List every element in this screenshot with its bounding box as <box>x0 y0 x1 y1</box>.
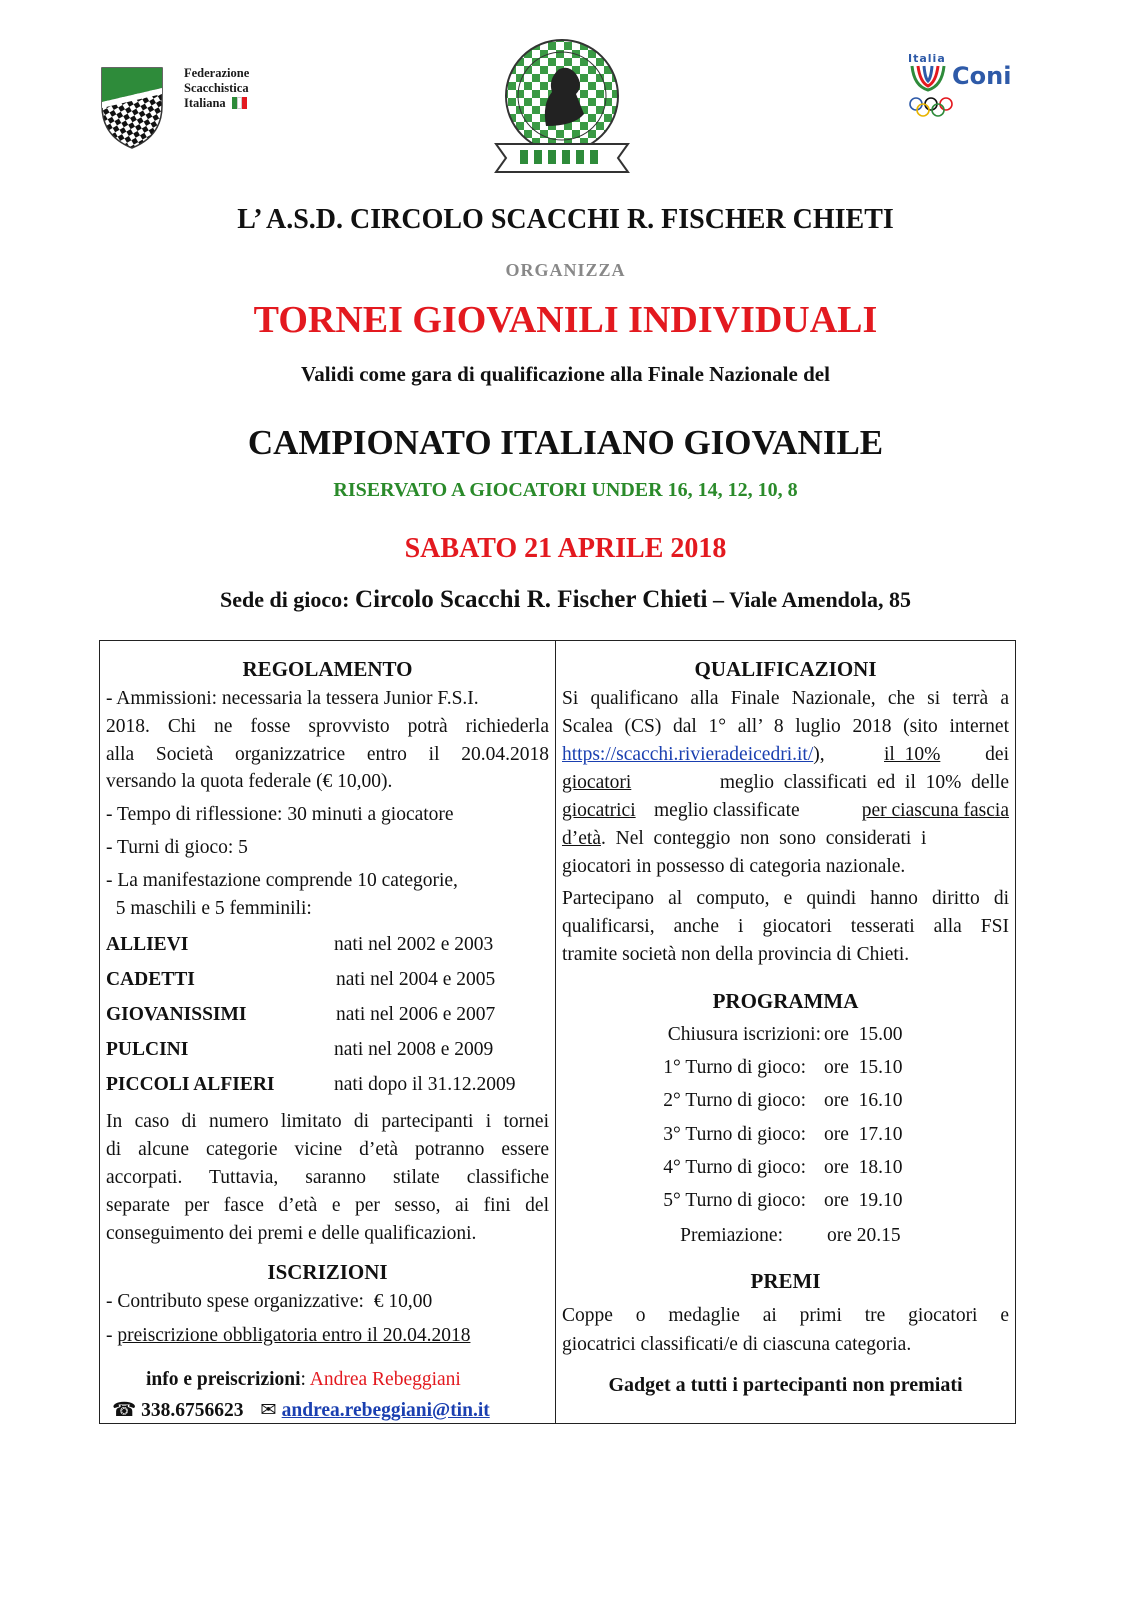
olympic-rings-icon <box>908 96 954 118</box>
venue-address: – Viale Amendola, 85 <box>707 587 912 612</box>
ammissioni-line-4: versando la quota federale (€ 10,00). <box>106 771 393 792</box>
organizer-title: L’ A.S.D. CIRCOLO SCACCHI R. FISCHER CHIETI <box>237 204 894 235</box>
qualificazioni-line-5: giocatrici meglio classificate per ciascuna fascia <box>562 797 1009 825</box>
scacchi-website-link[interactable]: https://scacchi.rivieradeicedri.it/ <box>562 744 814 765</box>
telephone-icon: ☎ <box>112 1398 137 1421</box>
computo-line-3: tramite società non della provincia di Chieti. <box>562 944 910 965</box>
qualificazioni-title: QUALIFICAZIONI <box>694 657 877 681</box>
category-name: GIOVANISSIMI <box>106 1004 247 1025</box>
preiscrizione-line: - preiscrizione obbligatoria entro il 20.04.2018 <box>106 1325 471 1346</box>
premi-line-2: giocatrici classificati/e di ciascuna categoria. <box>562 1334 912 1355</box>
qualificazioni-line-3: https://scacchi.rivieradeicedri.it/), il 10% dei <box>562 741 1009 769</box>
details-box: REGOLAMENTO - Ammissioni: necessaria la tessera Junior F.S.I. 2018. Chi ne fosse sprovvisto potrà richiederla alla Società organizzatrice entro il 20.04.2018 versando la quota federale (€ 10,00). - Tempo di riflessione: 30 minuti a giocatore - Turni di gioco: 5 - La manifestazione comprende 10 categorie, 5 maschili e 5 femminili: ALLIEVI nati nel 2002 e 2003 CADETTI nati nel 2004 e 2005 GIOVANISSIMI nati nel 2006 e 2007 PULCINI nati nel 2008 e 2009 PICCOLI ALFIERI nati dopo il 31.12.2009 In caso di numero limitato di partecipanti i tornei di alcune categorie vicine d’età potranno essere accorpati. Tuttavia, saranno stilate classifiche separate per fasce d’età e per sesso, ai fini del conseguimento dei premi e delle qualificazioni. ISCRIZIONI - Contributo spese organizzative: € 10,00 - preiscrizione obbligatoria entro il 20.04.2018 info e preiscrizioni: Andrea Rebeggiani ☎ 338.6756623 ✉ andrea.rebeggiani@tin.it QUALIFICAZIONI Si qualificano alla Finale Nazionale, che si terrà a Scalea (CS) dal 1° all’ 8 luglio 2018 (sito internet https://scacchi.rivieradeicedri.it/), il 10% dei giocatori meglio classificati ed il 10% delle giocatrici meglio classificate per ciascuna fascia d’età. Nel conteggio non sono considerati i giocatori in possesso di categoria nazionale. Partecipano al computo, e quindi hanno diritto di qualificarsi, anche i giocatori tesserati alla FSI tramite società non della provincia di Chieti. PROGRAMMA Chiusura iscrizioni: ore 15.00 1° Turno di gioco: ore 15.10 2° Turno di gioco: ore 16.10 3° Turno di gioco: ore 17.10 4° Turno di gioco: ore 18.10 5° Turno di gioco: ore 19.10 Premiazione: ore 20.15 PREMI Coppe o medaglie ai primi tre giocatori e giocatrici classificati/e di ciascuna categoria. Gadget a tutti i partecipanti non premiati <box>99 640 1016 1424</box>
contributo-line: - Contributo spese organizzative: € 10,00 <box>106 1291 433 1312</box>
fsi-line-2: Scacchistica <box>184 81 249 95</box>
qualification-note: Validi come gara di qualificazione alla Finale Nazionale del <box>301 362 830 386</box>
fsi-logo <box>100 66 280 150</box>
ten-percent: il 10% <box>884 744 941 765</box>
programma-title: PROGRAMMA <box>712 989 859 1013</box>
ammissioni-line-2: 2018. Chi ne fosse sprovvisto potrà richiederla <box>106 716 549 737</box>
coni-italia-text: Italia <box>908 52 946 65</box>
preiscrizione-deadline: preiscrizione obbligatoria entro il 20.04.2018 <box>117 1325 471 1346</box>
giocatori-underlined: giocatori <box>562 772 632 793</box>
column-divider <box>555 641 556 1423</box>
venue-label: Sede di gioco: <box>219 587 356 612</box>
category-years: nati dopo il 31.12.2009 <box>334 1074 516 1095</box>
note-line-3: accorpati. Tuttavia, saranno stilate classifiche <box>106 1167 549 1188</box>
coni-stripes-icon <box>908 64 948 92</box>
category-name: CADETTI <box>106 969 195 990</box>
category-name: ALLIEVI <box>106 934 189 955</box>
manifestazione-line-1: - La manifestazione comprende 10 categorie, <box>106 870 458 891</box>
ammissioni-line-3: alla Società organizzatrice entro il 20.04.2018 <box>106 744 549 765</box>
note-line-2: di alcune categorie vicine d’età potranno essere <box>106 1139 549 1160</box>
qualificazioni-line-1: Si qualificano alla Finale Nazionale, che si terrà a <box>562 688 1009 709</box>
note-line-5: conseguimento dei premi e delle qualificazioni. <box>106 1223 477 1244</box>
contact-line <box>112 1396 490 1425</box>
reserved-under-ages: RISERVATO A GIOCATORI UNDER 16, 14, 12, 10, 8 <box>333 479 798 501</box>
category-name: PULCINI <box>106 1039 189 1060</box>
tournament-title: TORNEI GIOVANILI INDIVIDUALI <box>253 299 878 341</box>
fsi-line-3: Italiana <box>184 96 249 111</box>
championship-title: CAMPIONATO ITALIANO GIOVANILE <box>247 423 884 462</box>
contact-name: Andrea Rebeggiani <box>309 1369 461 1390</box>
qualificazioni-line-4: giocatori meglio classificati ed il 10% delle <box>562 772 1009 793</box>
category-years: nati nel 2004 e 2005 <box>336 969 496 990</box>
turni-gioco: - Turni di gioco: 5 <box>106 837 248 858</box>
event-date: SABATO 21 APRILE 2018 <box>404 533 727 564</box>
coni-logo <box>908 52 1018 122</box>
regolamento-title: REGOLAMENTO <box>242 657 413 681</box>
fsi-shield-icon <box>100 66 164 150</box>
phone-number: 338.6756623 <box>141 1400 244 1421</box>
fsi-line-1: Federazione <box>184 66 250 80</box>
category-years: nati nel 2008 e 2009 <box>334 1039 494 1060</box>
giocatrici-underlined: giocatrici <box>562 800 636 821</box>
qualificazioni-line-7: giocatori in possesso di categoria nazionale. <box>562 856 906 877</box>
category-years: nati nel 2002 e 2003 <box>334 934 494 955</box>
tempo-riflessione: - Tempo di riflessione: 30 minuti a giocatore <box>106 804 454 825</box>
category-name: PICCOLI ALFIERI <box>106 1074 275 1095</box>
iscrizioni-title: ISCRIZIONI <box>267 1260 388 1284</box>
gadget-line: Gadget a tutti i partecipanti non premiati <box>608 1374 963 1396</box>
eta-underlined: d’età <box>562 828 601 849</box>
premi-title: PREMI <box>750 1269 821 1293</box>
info-label: info e preiscrizioni <box>146 1369 301 1390</box>
qualificazioni-line-2: Scalea (CS) dal 1° all’ 8 luglio 2018 (sito internet <box>562 716 1009 737</box>
chess-knight-emblem-icon <box>476 34 648 184</box>
category-years: nati nel 2006 e 2007 <box>336 1004 496 1025</box>
organizza-label: ORGANIZZA <box>505 260 626 280</box>
venue-line <box>0 586 1131 614</box>
ammissioni-line-1: - Ammissioni: necessaria la tessera Junior F.S.I. <box>106 688 479 709</box>
fascia-underlined: per ciascuna fascia <box>861 800 1009 821</box>
qualificazioni-line-6: d’età. Nel conteggio non sono considerati i <box>562 828 927 849</box>
coni-word: Coni <box>952 62 1012 90</box>
computo-line-2: qualificarsi, anche i giocatori tesserati alla FSI <box>562 916 1009 937</box>
note-line-1: In caso di numero limitato di partecipanti i tornei <box>106 1111 549 1132</box>
note-line-4: separate per fasce d’età e per sesso, ai fini del <box>106 1195 549 1216</box>
circolo-fischer-logo <box>476 34 648 184</box>
fsi-name <box>184 66 249 111</box>
premi-line-1: Coppe o medaglie ai primi tre giocatori e <box>562 1305 1009 1326</box>
email-link[interactable]: andrea.rebeggiani@tin.it <box>281 1400 490 1421</box>
venue-name: Circolo Scacchi R. Fischer Chieti <box>355 586 708 613</box>
computo-line-1: Partecipano al computo, e quindi hanno diritto di <box>562 888 1009 909</box>
envelope-icon: ✉ <box>260 1398 277 1421</box>
manifestazione-line-2: 5 maschili e 5 femminili: <box>106 898 312 919</box>
info-line: info e preiscrizioni: Andrea Rebeggiani <box>146 1369 461 1390</box>
